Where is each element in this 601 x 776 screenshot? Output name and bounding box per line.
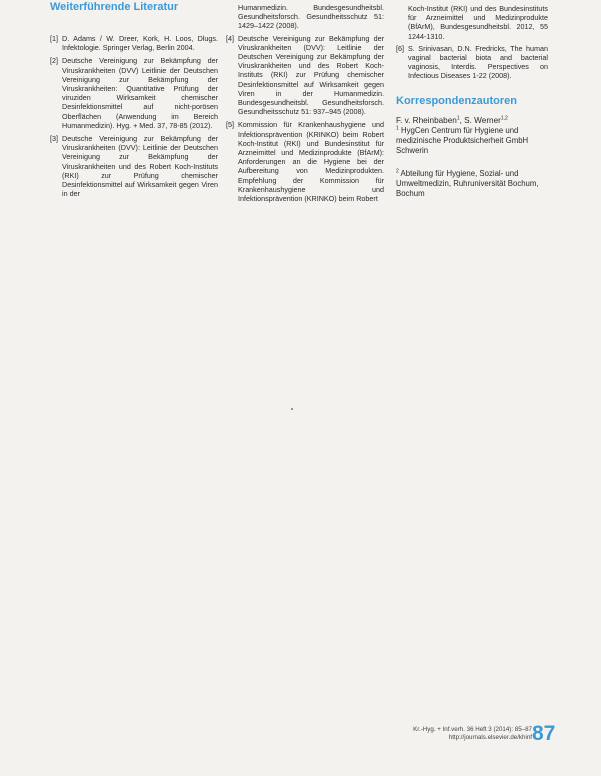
page-footer — [384, 726, 532, 742]
correspondence-heading: Korrespondenzautoren — [396, 94, 518, 107]
paper-speck — [291, 408, 293, 410]
middle-column — [226, 0, 384, 207]
affiliation — [396, 169, 548, 199]
author-name: , S. Werner — [459, 115, 501, 125]
reference-text: Kommission für Krankenhaushygiene und Infektionsprävention (KRINKO) beim Robert Koch-Institut (RKI) und Bundesinstitut für Arzneimittel und Medizinprodukte (BfArM): Anforderungen an die Hygiene bei der Aufbereitung von Medizinprodukten. Empfehlung der Kommission für Krankenhaushygiene und Infektionsprävention (KRINKO) beim Robert — [238, 120, 384, 204]
reference-number: [6] — [396, 43, 404, 53]
author-superscript: 1 — [456, 114, 460, 121]
left-column — [50, 0, 218, 202]
affiliation-list — [396, 126, 548, 199]
journal-url: http://journals.elsevier.de/khinf — [448, 734, 532, 741]
journal-citation: Kr.-Hyg. + Inf.verh. 36 Heft 3 (2014): 85–87 — [413, 726, 532, 733]
reference-text: D. Adams / W. Dreer, Kork, H. Loos, Dlugs. Infektologie. Springer Verlag, Berlin 2004. — [62, 34, 218, 53]
author-name: F. v. Rheinbaben — [396, 115, 457, 125]
reference-continuation: Koch-Institut (RKI) und des Bundesinstituts für Arzneimittel und Medizinprodukte (BfArM), Bundesgesundheitsbl. 2012, 55 1244-1310. — [408, 4, 548, 41]
reference-text: Deutsche Vereinigung zur Bekämpfung der Viruskrankheiten (DVV) Leitlinie der Deutschen Vereinigung zur Bekämpfung der Viruskrankheiten: Quantitative Prüfung der viruziden Wirksamkeit chemischer Desinfektionsmittel auf nicht-porösen Oberflächen (Anwendung im Bereich Humanmedizin). Hyg. + Med. 37, 78-85 (2012). — [62, 56, 218, 130]
reference-item — [226, 34, 384, 117]
reference-item — [50, 34, 218, 52]
reference-item — [396, 44, 548, 81]
affiliation-text: Abteilung für Hygiene, Sozial- und Umweltmedizin, Ruhruniversität Bochum, Bochum — [396, 168, 539, 198]
author-list — [396, 116, 548, 126]
affiliation — [396, 126, 548, 156]
reference-text: S. Srinivasan, D.N. Fredricks, The human vaginal bacterial biota and bacterial vaginosis, Interdis. Perspectives on Infectious Diseases 1-22 (2008). — [408, 43, 548, 81]
reference-number: [4] — [226, 33, 234, 43]
reference-number: [5] — [226, 120, 234, 130]
right-column — [396, 0, 548, 199]
reference-text: Deutsche Vereinigung zur Bekämpfung der Viruskrankheiten (DVV): Leitlinie der Deutschen Vereinigung zur Bekämpfung der Viruskrankheiten und des Robert Koch-Instituts (RKI) zur Prüfung chemischer Desinfektionsmittel auf Wirksamkeit gegen Viren in der Humanmedizin. Bundesgesundheitsbl. Gesundheitsforsch. Gesundheitsschutz 51: 937–945 (2008). — [238, 33, 384, 117]
reference-text: Deutsche Vereinigung zur Bekämpfung der Viruskrankheiten (DVV): Leitlinie der Deutschen Vereinigung zur Bekämpfung der Viruskrankheiten und des Robert Koch-Instituts (RKI) zur Prüfung chemischer Desinfektionsmittel auf Wirksamkeit gegen Viren in der — [62, 134, 218, 199]
reference-item — [50, 134, 218, 198]
reference-continuation: Humanmedizin. Bundesgesundheitsbl. Gesundheitsforsch. Gesundheitsschutz 51: 1429–1422 (2008). — [238, 3, 384, 31]
affiliation-superscript: 2 — [396, 168, 399, 175]
affiliation-superscript: 1 — [396, 125, 399, 132]
reference-number: [3] — [50, 134, 58, 144]
reference-number: [1] — [50, 34, 58, 43]
affiliation-text: HygCen Centrum für Hygiene und medizinische Produktsicherheit GmbH Schwerin — [396, 125, 529, 155]
reference-item — [226, 120, 384, 203]
reference-number: [2] — [50, 56, 58, 66]
author-superscript: 1,2 — [500, 114, 508, 121]
further-reading-heading: Weiterführende Literatur — [50, 1, 179, 13]
page-number: 87 — [532, 722, 556, 745]
reference-item — [50, 56, 218, 130]
